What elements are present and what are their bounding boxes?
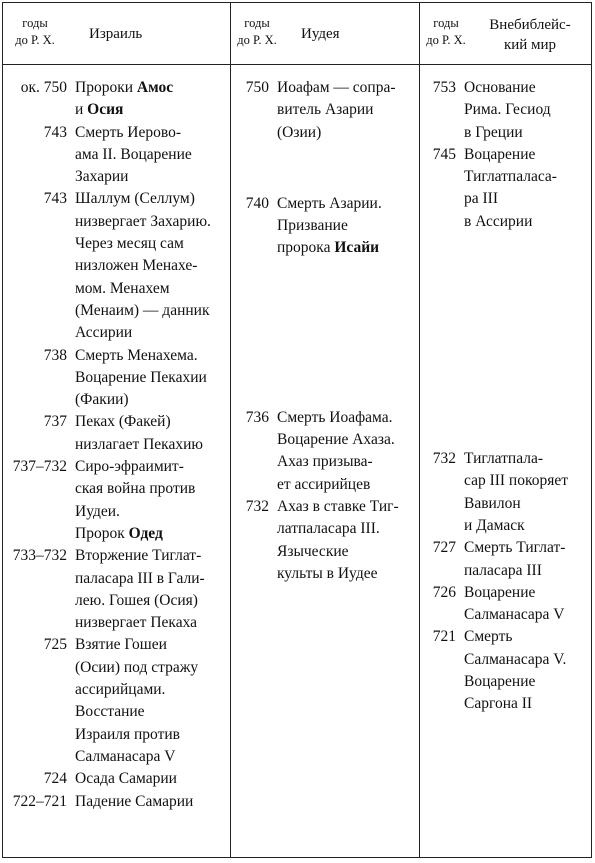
- entry-line: [464, 604, 565, 626]
- world-entry: [420, 448, 592, 537]
- line-text: Осада Самарии: [75, 770, 177, 788]
- entry-year: 743: [43, 123, 67, 141]
- entry-year: 750: [245, 79, 269, 96]
- line-text: Израиля против: [75, 725, 180, 743]
- entry-year: 745: [432, 145, 456, 163]
- israel-entry: [3, 345, 229, 412]
- entry-line: [75, 456, 195, 478]
- line-text: ассирийцами.: [75, 681, 166, 699]
- line-text: Призвание: [277, 217, 348, 235]
- entry-line: [75, 255, 211, 277]
- entry-year: 740: [245, 194, 269, 212]
- entry-line: [75, 188, 211, 210]
- entry-text: [464, 537, 565, 582]
- line-text: Ахаз призыва-: [277, 453, 373, 471]
- entry-year: 727: [432, 539, 456, 557]
- entry-text: [75, 345, 207, 412]
- entry-line: [75, 122, 192, 144]
- entry-line: [75, 590, 205, 612]
- entry-line: [75, 746, 198, 768]
- entry-year: 737–732: [12, 458, 67, 476]
- line-text: латпаласара III.: [277, 520, 380, 538]
- entry-line: [277, 541, 399, 563]
- line-text: низложен Менахе-: [75, 257, 198, 275]
- years-label: до Р. Х.: [15, 33, 55, 47]
- entry-line: [277, 193, 382, 215]
- line-text: Саргона II: [464, 695, 533, 713]
- line-text: Языческие: [277, 542, 349, 560]
- entry-line: [75, 501, 195, 523]
- line-text: сар III покоряет: [464, 472, 569, 490]
- line-text: Салманасара V: [464, 606, 565, 624]
- entry-line: [75, 389, 207, 411]
- line-text: Смерть Тиглат-: [464, 539, 566, 557]
- line-text: лею. Гошея (Осия): [75, 591, 198, 609]
- prophet-name: Осия: [87, 101, 124, 119]
- line-text: Ахаз в ставке Тиг-: [277, 497, 399, 515]
- world-years-header: [423, 15, 469, 49]
- header-rule: [3, 64, 591, 65]
- entry-text: [75, 122, 192, 189]
- entry-text: [464, 626, 566, 715]
- world-header: [475, 15, 585, 55]
- israel-entry: [3, 122, 229, 189]
- entry-year: 726: [432, 583, 456, 601]
- entry-line: [75, 568, 205, 590]
- line-text: Падение Самарии: [75, 792, 194, 810]
- entry-line: [464, 188, 557, 210]
- entry-text: [75, 545, 205, 634]
- entry-line: [464, 693, 566, 715]
- entry-year: 732: [432, 450, 456, 468]
- world-entry: [420, 77, 592, 144]
- entry-line: [464, 626, 566, 648]
- line-text: и Дамаск: [464, 516, 525, 534]
- line-text: Салманасара V: [75, 747, 176, 765]
- line-text: Воцарение Ахаза.: [277, 431, 395, 449]
- chronology-table: [2, 2, 592, 858]
- judea-header: Иудея: [301, 26, 340, 42]
- entry-year: 738: [43, 346, 67, 364]
- line-text: (Факии): [75, 391, 129, 409]
- years-label: годы: [433, 16, 459, 30]
- entry-line: [464, 537, 565, 559]
- entry-line: [75, 679, 198, 701]
- world-column: [420, 77, 592, 716]
- line-text: в Ассирии: [464, 212, 533, 230]
- israel-column: [3, 77, 229, 813]
- line-text: Смерть Иоафама.: [277, 408, 393, 426]
- line-text: Смерть Менахема.: [75, 346, 198, 364]
- line-text: ама II. Воцарение: [75, 145, 192, 163]
- entry-line: [75, 233, 211, 255]
- israel-entry: [3, 188, 229, 344]
- entry-text: [75, 791, 193, 813]
- israel-entry: [3, 545, 229, 634]
- entry-line: [464, 582, 565, 604]
- line-text: Восстание: [75, 703, 145, 721]
- entry-line: [75, 523, 195, 545]
- entry-line: [277, 215, 382, 237]
- line-text: Воцарение Пекахии: [75, 368, 207, 386]
- judea-entry: [231, 496, 418, 585]
- entry-line: [75, 99, 173, 121]
- world-entry: [420, 144, 592, 233]
- entry-line: [75, 367, 207, 389]
- entry-line: [277, 474, 395, 496]
- line-text: Воцарение: [464, 145, 536, 163]
- entry-year: 722–721: [12, 792, 67, 810]
- entry-year: 732: [245, 497, 269, 515]
- line-text: паласара III: [464, 561, 542, 579]
- world-entry: [420, 626, 592, 715]
- entry-line: [464, 166, 557, 188]
- israel-entry: [3, 411, 229, 456]
- prophet-name: Одед: [128, 524, 163, 542]
- line-text: Иоафам — сопра-: [277, 79, 396, 96]
- line-text: культы в Иудее: [277, 564, 378, 582]
- line-text: в Греции: [464, 123, 523, 141]
- entry-text: [75, 77, 173, 122]
- israel-entry: [3, 634, 229, 768]
- years-label: годы: [244, 16, 270, 30]
- israel-entry: [3, 456, 229, 545]
- entry-line: [464, 77, 551, 99]
- entry-line: [75, 701, 198, 723]
- entry-line: [464, 99, 551, 121]
- judea-column: [231, 77, 418, 585]
- line-text: Пророки: [75, 79, 137, 96]
- line-text: Через месяц сам: [75, 235, 184, 253]
- world-entry: [420, 537, 592, 582]
- entry-line: [277, 122, 396, 144]
- entry-year: 724: [43, 770, 67, 788]
- entry-text: [75, 411, 203, 456]
- line-text: низвергает Пекаха: [75, 614, 198, 632]
- entry-line: [464, 515, 568, 537]
- entry-line: [277, 496, 399, 518]
- line-text: мом. Менахем: [75, 279, 170, 297]
- entry-line: [464, 493, 568, 515]
- world-entry: [420, 582, 592, 627]
- line-text: ра III: [464, 190, 498, 208]
- line-text: (Озии): [277, 123, 322, 141]
- entry-year: ок. 750: [20, 79, 67, 96]
- line-text: Смерть Иерово-: [75, 123, 181, 141]
- entry-text: [75, 634, 198, 768]
- line-text: Ассирии: [75, 324, 133, 342]
- entry-text: [464, 144, 557, 233]
- entry-text: [277, 496, 399, 585]
- entry-year: 721: [432, 628, 456, 646]
- world-header-line: Внебиблейс-: [489, 17, 571, 33]
- entry-line: [464, 470, 568, 492]
- entry-line: [75, 300, 211, 322]
- line-text: Воцарение: [464, 583, 536, 601]
- entry-line: [75, 634, 198, 656]
- entry-year: 736: [245, 408, 269, 426]
- entry-line: [75, 211, 211, 233]
- line-text: Тиглатпаласа-: [464, 168, 557, 186]
- prophet-name: Исайи: [334, 239, 380, 257]
- judea-years-header: [233, 15, 281, 49]
- israel-entry: [3, 791, 229, 813]
- entry-line: [464, 448, 568, 470]
- entry-text: [277, 407, 395, 496]
- entry-line: [75, 612, 205, 634]
- line-text: витель Азарии: [277, 101, 374, 119]
- line-text: ская война против: [75, 480, 196, 498]
- line-text: Пеках (Факей): [75, 413, 171, 431]
- entry-line: [75, 144, 192, 166]
- line-text: Рима. Гесиод: [464, 101, 551, 119]
- entry-line: [75, 768, 177, 790]
- line-text: Пророк: [75, 524, 129, 542]
- line-text: паласара III в Гали-: [75, 569, 205, 587]
- entry-line: [75, 434, 203, 456]
- line-text: низвергает Захарию.: [75, 212, 211, 230]
- entry-line: [464, 671, 566, 693]
- entry-line: [277, 429, 395, 451]
- line-text: и: [75, 101, 88, 119]
- entry-line: [75, 545, 205, 567]
- line-text: Смерть Азарии.: [277, 194, 382, 212]
- israel-entry: [3, 77, 229, 122]
- entry-line: [464, 649, 566, 671]
- world-header-line: кий мир: [503, 37, 557, 53]
- entry-line: [75, 411, 203, 433]
- entry-line: [464, 122, 551, 144]
- entry-text: [464, 448, 568, 537]
- years-label: годы: [22, 16, 48, 30]
- entry-line: [464, 144, 557, 166]
- entry-year: 743: [43, 190, 67, 208]
- entry-line: [75, 478, 195, 500]
- entry-line: [464, 560, 565, 582]
- line-text: Смерть: [464, 628, 513, 646]
- entry-line: [75, 278, 211, 300]
- entry-line: [75, 77, 173, 99]
- line-text: Вторжение Тиглат-: [75, 547, 202, 565]
- entry-text: [75, 456, 195, 545]
- line-text: Иудеи.: [75, 502, 120, 520]
- entry-year: 733–732: [12, 547, 67, 565]
- judea-entry: [231, 407, 418, 496]
- line-text: Взятие Гошеи: [75, 636, 167, 654]
- entry-text: [277, 77, 396, 144]
- judea-entry: [231, 77, 418, 144]
- line-text: Салманасара V.: [464, 650, 567, 668]
- entry-line: [464, 211, 557, 233]
- israel-header: Израиль: [89, 26, 143, 42]
- line-text: ет ассирийцев: [277, 475, 371, 493]
- entry-text: [464, 582, 565, 627]
- line-text: Захарии: [75, 168, 129, 186]
- line-text: Тиглатпала-: [464, 450, 544, 468]
- entry-text: [277, 193, 382, 260]
- entry-line: [277, 451, 395, 473]
- entry-line: [277, 518, 399, 540]
- entry-line: [277, 563, 399, 585]
- line-text: Воцарение: [464, 673, 536, 691]
- entry-line: [75, 791, 193, 813]
- entry-year: 737: [43, 413, 67, 431]
- entry-year: 725: [43, 636, 67, 654]
- entry-line: [277, 99, 396, 121]
- judea-entry: [231, 193, 418, 260]
- line-text: Вавилон: [464, 494, 521, 512]
- israel-years-header: [9, 15, 61, 49]
- spacer: [231, 144, 418, 193]
- prophet-name: Амос: [136, 79, 174, 96]
- line-text: Сиро-эфраимит-: [75, 458, 184, 476]
- entry-year: 753: [432, 79, 456, 96]
- line-text: (Менаим) — данник: [75, 301, 210, 319]
- spacer: [420, 233, 592, 448]
- entry-line: [75, 322, 211, 344]
- entry-line: [75, 657, 198, 679]
- entry-line: [277, 237, 382, 259]
- entry-text: [464, 77, 551, 144]
- entry-line: [277, 77, 396, 99]
- years-label: до Р. Х.: [237, 33, 277, 47]
- entry-line: [75, 166, 192, 188]
- israel-entry: [3, 768, 229, 790]
- line-text: Основание: [464, 79, 536, 96]
- line-text: (Осии) под стражу: [75, 658, 199, 676]
- years-label: до Р. Х.: [426, 33, 466, 47]
- entry-line: [75, 345, 207, 367]
- spacer: [231, 260, 418, 407]
- entry-line: [75, 724, 198, 746]
- line-text: Шаллум (Селлум): [75, 190, 195, 208]
- entry-line: [277, 407, 395, 429]
- entry-text: [75, 188, 211, 344]
- line-text: низлагает Пекахию: [75, 435, 203, 453]
- entry-text: [75, 768, 177, 790]
- line-text: пророка: [277, 239, 335, 257]
